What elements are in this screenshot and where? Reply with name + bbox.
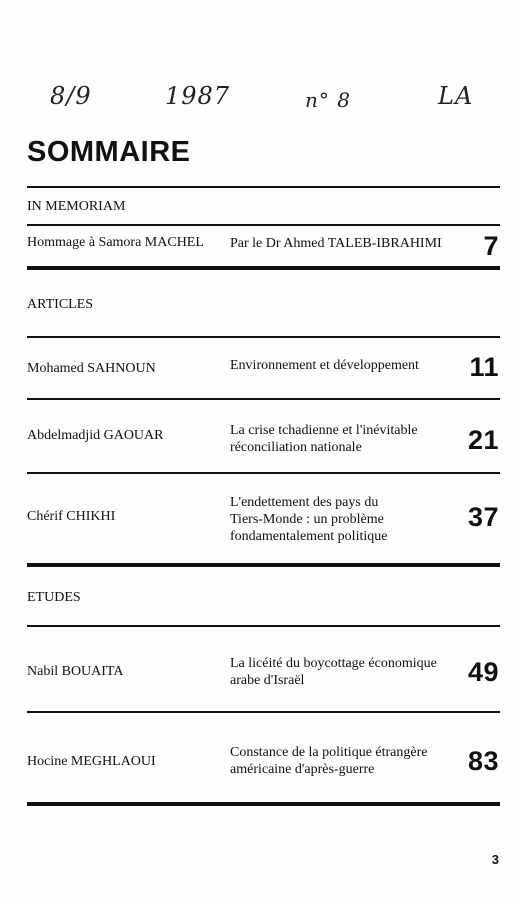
divider: [27, 398, 500, 400]
entry-title-line: Environnement et développement: [230, 358, 419, 373]
entry-title-line: La licéité du boycottage économique: [230, 656, 437, 671]
handwritten-initials: LA: [438, 82, 474, 110]
entry-author: Mohamed SAHNOUN: [27, 361, 156, 376]
entry-author: Nabil BOUAITA: [27, 664, 124, 679]
section-divider: [27, 802, 500, 806]
handwritten-note-1: 8/9: [50, 82, 92, 110]
entry-page-number: 11: [469, 352, 499, 382]
entry-author: Hocine MEGHLAOUI: [27, 754, 156, 769]
entry-title-line: fondamentalement politique: [230, 529, 388, 544]
section-heading-in-memoriam: IN MEMORIAM: [27, 199, 126, 214]
entry-title-line: La crise tchadienne et l'inévitable: [230, 423, 418, 438]
entry-title-line: réconciliation nationale: [230, 440, 362, 455]
handwritten-year: 1987: [165, 82, 231, 110]
entry-title-line: L'endettement des pays du: [230, 495, 379, 510]
divider: [27, 625, 500, 627]
entry-title: [230, 235, 442, 252]
entry-title-line: américaine d'après-guerre: [230, 762, 375, 777]
entry-title: [230, 357, 419, 374]
entry-title: [230, 744, 427, 778]
entry-author: Chérif CHIKHI: [27, 509, 116, 524]
divider: [27, 711, 500, 713]
title-rule: [27, 186, 500, 188]
entry-title-line: arabe d'Israël: [230, 673, 305, 688]
page-title: SOMMAIRE: [27, 136, 191, 168]
section-divider: [27, 563, 500, 567]
entry-page-number: 37: [467, 502, 499, 532]
entry-title-line: Par le Dr Ahmed TALEB-IBRAHIMI: [230, 236, 442, 251]
page-number: 3: [491, 852, 499, 867]
entry-title: [230, 655, 437, 689]
divider: [27, 336, 500, 338]
section-heading-articles: ARTICLES: [27, 297, 94, 312]
entry-author: Abdelmadjid GAOUAR: [27, 428, 164, 443]
entry-page-number: 83: [467, 746, 499, 776]
entry-page-number: 49: [467, 657, 499, 687]
divider: [27, 472, 500, 474]
entry-author: Hommage à Samora MACHEL: [27, 235, 204, 250]
entry-title-line: Tiers-Monde : un problème: [230, 512, 384, 527]
entry-page-number: 21: [467, 425, 499, 455]
entry-title: [230, 494, 387, 545]
divider: [27, 224, 500, 226]
entry-page-number: 7: [483, 231, 499, 261]
section-divider: [27, 266, 500, 270]
entry-title: [230, 422, 418, 456]
section-heading-etudes: ETUDES: [27, 590, 81, 605]
entry-title-line: Constance de la politique étrangère: [230, 745, 428, 760]
handwritten-issue: n° 8: [305, 88, 351, 112]
